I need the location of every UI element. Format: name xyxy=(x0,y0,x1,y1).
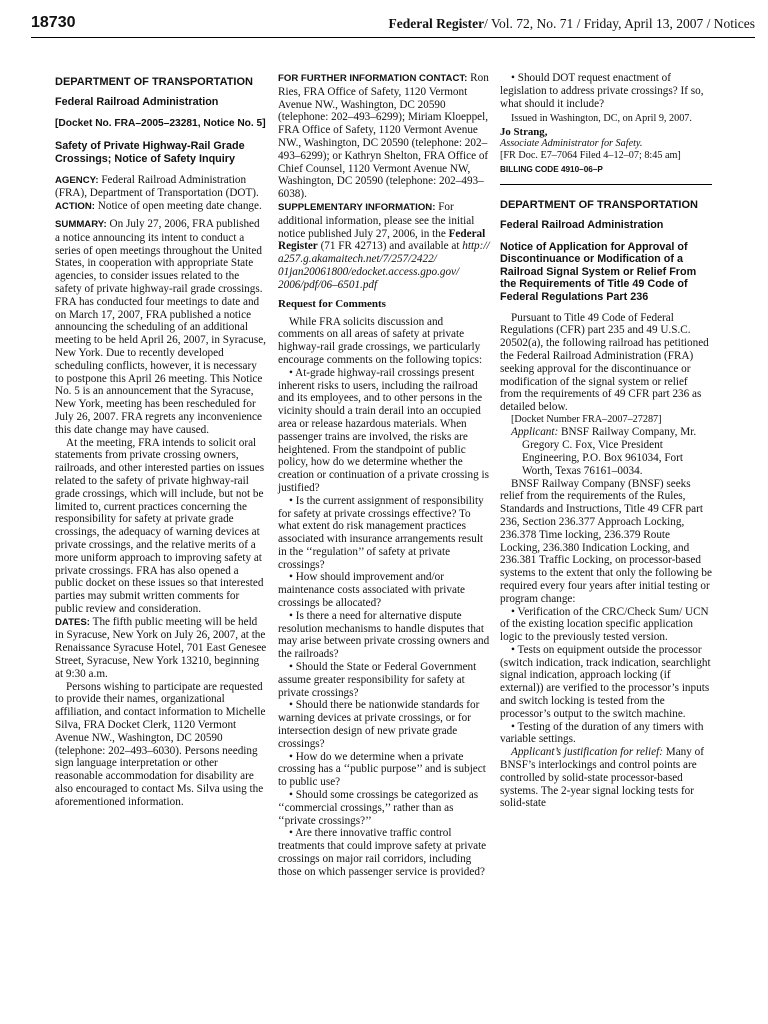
bullet-item: • Testing of the duration of any timers with variable settings. xyxy=(500,720,704,746)
applicant-label: Applicant: xyxy=(511,426,559,439)
dates-text: The fifth public meeting will be held in Syracuse, New York on July 26, 2007, at the Renaissance Syracuse Hotel, 701 East Genesee Street, Syracuse, New York 13210, beginning at 9:30 a.m. xyxy=(55,615,267,680)
bullet-text: Is there a need for alternative dispute resolution mechanisms to handle disputes that may arise between private crossing owners and the railroads? xyxy=(278,609,490,661)
applicant-text: BNSF Railway Company, Mr. Gregory C. Fox, Vice President Engineering, P.O. Box 961034, Fort Worth, Texas 76161–0034. xyxy=(522,426,697,477)
bullet-item: • How do we determine when a private crossing has a ‘‘public purpose’’ and is subject to public use? xyxy=(278,750,486,789)
summary-section xyxy=(55,218,267,437)
request-for-comments-heading: Request for Comments xyxy=(278,297,386,310)
federal-register-ref: Federal Register xyxy=(278,227,486,253)
bullet-text: Are there innovative traffic control treatments that could improve safety at private crossings on major rail corridors, including those on which passenger service is provided? xyxy=(278,827,487,878)
bullet-text: Should DOT request enactment of legislation to address private crossings? If so, what should it include? xyxy=(500,72,704,110)
dates-section xyxy=(55,616,267,681)
supplementary-text: For additional information, please see the initial notice published July 27, 2006, in the xyxy=(278,200,475,240)
department-heading: DEPARTMENT OF TRANSPORTATION xyxy=(55,76,253,88)
bullet-item: • Is there a need for alternative dispute resolution mechanisms to handle disputes that may arise between private crossing owners and the railroads? xyxy=(278,609,490,661)
header-rule xyxy=(31,37,755,38)
bullet-item: • Should DOT request enactment of legislation to address private crossings? If so, what should it include? xyxy=(500,72,704,110)
summary-label: SUMMARY: xyxy=(55,218,107,230)
bullet-item: • Are there innovative traffic control treatments that could improve safety at private crossings on major rail corridors, including those on which passenger service is provided? xyxy=(278,827,487,878)
dates-label: DATES: xyxy=(55,616,90,628)
meeting-paragraph: At the meeting, FRA intends to solicit oral statements from private crossing owners, railroads, and other interested parties on issues related to the safety of private highway-rail grade crossings, which will include, but not be limited to, current practices concerning the responsibility for safety at private grade crossings, the adequacy of warning devices at private crossings, and the relative merits of a more uniform approach to improving safety at private crossings. FRA has also opened a public docket on these issues so that interested parties may submit written comments for public review and consideration. xyxy=(55,436,265,615)
billing-code: BILLING CODE 4910–06–P xyxy=(500,164,603,174)
bullet-item: • Is the current assignment of responsibility for safety at private crossings effective? To what extent do risk management practices associated with insurance arrangements result in the ‘‘regulation’’ of safety at private crossings? xyxy=(278,494,484,571)
supplementary-label: SUPPLEMENTARY INFORMATION: xyxy=(278,201,436,213)
page-number: 18730 xyxy=(31,14,76,31)
bullet-text: Testing of the duration of any timers with variable settings. xyxy=(500,720,704,746)
bullet-item: • How should improvement and/or maintenance costs associated with private crossings be allocated? xyxy=(278,571,466,610)
intro-paragraph: Pursuant to Title 49 Code of Federal Regulations (CFR) part 235 and 49 U.S.C. 20502(a), the following railroad has petitioned the Federal Railroad Administration (FRA) seeking approval for the discontinuance or modification of the signal system or relief from the requirements of 49 CFR part 236 as detailed below. xyxy=(500,311,709,414)
summary-text: On July 27, 2006, FRA published a notice announcing its intent to conduct a series of open meetings throughout the United States, in cooperation with appropriate State agencies, to consider issues related to the safety of private highway-rail grade crossings. FRA has conducted four meetings to date and on March 17, 2007, FRA published a notice announcing the scheduling of an additional meeting to be held April 26, 2007, in Syracuse, New York. Due to recently developed scheduling conflicts, however, it is necessary to postpone this April 26 meeting. This Notice No. 5 is an announcement that the Syracuse, New York, meeting has been rescheduled for July 26, 2007. FRA regrets any inconvenience this date change may have caused. xyxy=(55,217,266,436)
rfc-intro: While FRA solicits discussion and comments on all areas of safety at private highway-rail grade crossings, we particularly encourage comments on the following topics: xyxy=(278,315,483,366)
column-1 xyxy=(55,72,267,809)
supplementary-text-2: (71 FR 42713) and available at xyxy=(320,240,460,253)
agency-heading: Federal Railroad Administration xyxy=(55,96,219,108)
bullet-text: How do we determine when a private crossing has a ‘‘public purpose’’ and is subject to public use? xyxy=(278,750,486,789)
agency-text: Federal Railroad Administration (FRA), Department of Transportation (DOT). xyxy=(55,173,259,200)
column-2 xyxy=(278,72,490,879)
action-label: ACTION: xyxy=(55,201,95,213)
bullet-item: • Should some crossings be categorized as ‘‘commercial crossings,’’ rather than as ‘‘private crossings?’’ xyxy=(278,789,479,827)
bullet-text: Tests on equipment outside the processor (switch indication, track indication, searchlight signal indication, approach locking (if external)) are verified to the processor’s inputs and switch locking is tested from the processor’s output to the switch machine. xyxy=(500,643,711,720)
bullet-text: Verification of the CRC/Check Sum/ UCN of the existing location specific application logic to the previously tested version. xyxy=(500,605,709,644)
bullet-text: Should there be nationwide standards for warning devices at private crossings, or for intersection design of new private grade crossings? xyxy=(278,699,480,750)
running-head xyxy=(389,16,755,32)
agency-heading-2: Federal Railroad Administration xyxy=(500,218,664,231)
bullet-text: Should some crossings be categorized as ‘‘commercial crossings,’’ rather than as ‘‘private crossings?’’ xyxy=(278,789,479,827)
notice-separator xyxy=(500,184,712,185)
bullet-item: • Should there be nationwide standards for warning devices at private crossings, or for intersection design of new private grade crossings? xyxy=(278,699,480,750)
bullet-text: Should the State or Federal Government assume greater responsibility for safety at private crossings? xyxy=(278,661,477,699)
bullet-text: Is the current assignment of responsibility for safety at private crossings effective? To what extent do risk management practices associated with insurance arrangements result in the ‘‘regulation’’ of safety at private crossings? xyxy=(278,494,484,571)
relief-paragraph: BNSF Railway Company (BNSF) seeks relief from the requirements of the Rules, Standards and Instructions, Title 49 CFR part 236, Section 236.377 Approach Locking, 236.378 Time locking, 236.379 Route Locking, 236.380 Indication Locking, and 236.381 Traffic Locking, on processor-based systems to the extent that only the following be required every four years after initial testing or program change: xyxy=(500,477,712,605)
issue-info: / Vol. 72, No. 71 / Friday, April 13, 2007 / Notices xyxy=(484,16,755,31)
persons-paragraph: Persons wishing to participate are requested to provide their names, organizational affiliation, and contact information to Michelle Silva, FRA Docket Clerk, 1120 Vermont Avenue NW., Washington, DC 20590 (telephone: 202–493–6030). Persons needing sign language interpretation or other reasonable accommodation for disability are also encouraged to contact Ms. Silva using the aforementioned information. xyxy=(55,680,266,808)
column-3 xyxy=(500,72,712,810)
bullet-item: • Should the State or Federal Government assume greater responsibility for safety at private crossings? xyxy=(278,661,477,699)
docket-number-2: [Docket Number FRA–2007–27287] xyxy=(511,413,662,425)
justification-label: Applicant’s justification for relief: xyxy=(511,746,663,759)
department-heading-2: DEPARTMENT OF TRANSPORTATION xyxy=(500,198,698,211)
supplementary-section xyxy=(278,201,490,292)
contact-section xyxy=(278,72,490,201)
bullet-item: • Tests on equipment outside the processor (switch indication, track indication, searchlight signal indication, approach locking (if external)) are verified to the processor’s inputs and switch locking is tested from the processor’s output to the switch machine. xyxy=(500,643,711,720)
fr-doc-line: [FR Doc. E7–7064 Filed 4–12–07; 8:45 am] xyxy=(500,150,681,162)
justification-text: Many of BNSF’s interlockings and control points are controlled by solid-state processor-based systems. The 2-year signal locking tests for solid-state xyxy=(500,746,704,810)
action-section xyxy=(55,200,267,214)
bullet-item: • At-grade highway-rail crossings present inherent risks to users, including the railroad and its employees, and to other persons in the vicinity should a train derail into an occupied area or release hazardous materials. When passenger trains are involved, the risks are heightened. From the standpoint of public policy, how do we determine whether the creation or continuation of a private crossing is justified? xyxy=(278,366,489,494)
issued-line: Issued in Washington, DC, on April 9, 2007. xyxy=(511,113,692,125)
publication-name: Federal Register xyxy=(388,16,485,31)
justification-section xyxy=(500,746,712,810)
contact-label: FOR FURTHER INFORMATION CONTACT: xyxy=(278,73,468,84)
contact-text: Ron Ries, FRA Office of Safety, 1120 Vermont Avenue NW., Washington, DC 20590 (telephone: 202–493–6299); Miriam Kloeppel, FRA Office of Safety, 1120 Vermont Avenue NW., Washington, DC 20590 (telephone: 202–493–6299); or Kathryn Shelton, FRA Office of Chief Counsel, 1120 Vermont Avenue NW, Washington, DC 20590 (telephone: 202–493–6038). xyxy=(278,72,489,201)
bullet-text: How should improvement and/or maintenance costs associated with private crossings be allocated? xyxy=(278,571,466,610)
agency-section xyxy=(55,174,267,201)
bullet-item: • Verification of the CRC/Check Sum/ UCN of the existing location specific application logic to the previously tested version. xyxy=(500,605,709,644)
agency-label: AGENCY: xyxy=(55,174,99,186)
docket-url-link[interactable]: http:// a257.g.akamaitech.net/7/257/2422/ 01jan20061800/edocket.access.gpo.gov/ 2006/pdf/06–6501.pdf xyxy=(278,240,490,291)
signer-title: Associate Administrator for Safety. xyxy=(500,138,643,150)
bullet-text: At-grade highway-rail crossings present inherent risks to users, including the railroad and its employees, and to other persons in the vicinity should a train derail into an occupied area or release hazardous materials. When passenger trains are involved, the risks are heightened. From the standpoint of public policy, how do we determine whether the creation or continuation of a private crossing is justified? xyxy=(278,366,489,494)
page-header xyxy=(31,14,755,38)
notice-title-2: Notice of Application for Approval of Discontinuance or Modification of a Railroad Signal System or Relief From the Requirements of Title 49 Code of Federal Regulations Part 236 xyxy=(500,240,697,303)
signer-name: Jo Strang, xyxy=(500,125,548,138)
applicant-section xyxy=(500,426,712,477)
docket-number: [Docket No. FRA–2005–23281, Notice No. 5] xyxy=(55,118,266,129)
notice-title: Safety of Private Highway-Rail Grade Crossings; Notice of Safety Inquiry xyxy=(55,140,245,165)
action-text: Notice of open meeting date change. xyxy=(97,200,262,213)
